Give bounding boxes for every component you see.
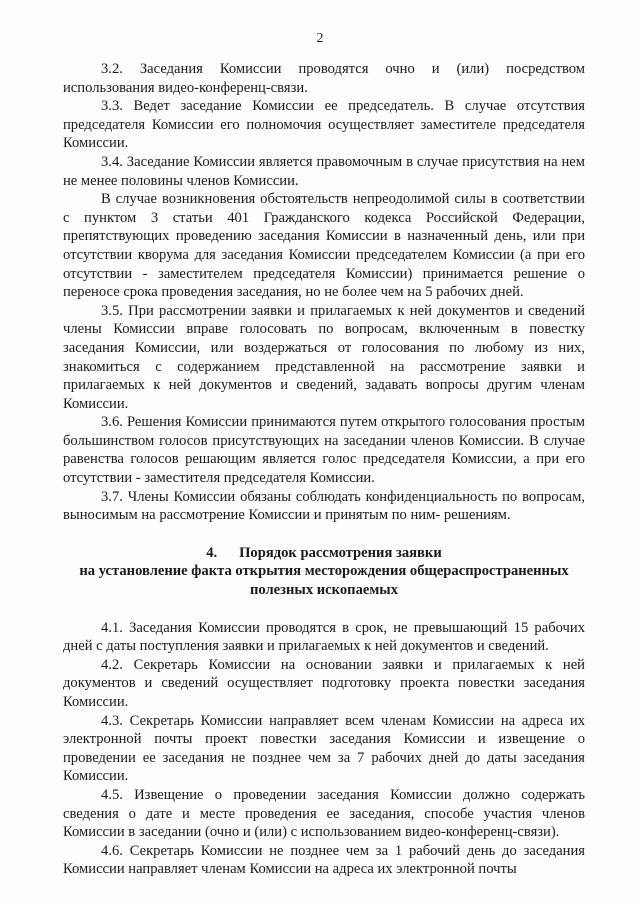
section-4-title-line-2: на установление факта открытия месторождения общераспространенных (79, 563, 569, 580)
paragraph-3-7: 3.7. Члены Комиссии обязаны соблюдать конфиденциальность по вопросам, выносимым на рассмотрение Комиссии и принятым по ним- решениям. (63, 488, 585, 524)
paragraph-4-5: 4.5. Извещение о проведении заседания Комиссии должно содержать сведения о дате и месте проведения ее заседания, способе участия членов Комиссии в заседании (очно и (или) с использованием видео-конференц-связи). (63, 786, 585, 841)
paragraph-4-6: 4.6. Секретарь Комиссии не позднее чем за 1 рабочий день до заседания Комиссии направляет членам Комиссии на адреса их электронной почты (63, 842, 585, 878)
section-spacer (63, 525, 585, 544)
section-spacer (63, 600, 585, 619)
paragraph-3-2: 3.2. Заседания Комиссии проводятся очно и (или) посредством использования видео-конференц-связи. (63, 61, 585, 96)
section-4-title-line-3: полезных ископаемых (249, 582, 398, 599)
section-4-title-line-1: 4. Порядок рассмотрения заявки (206, 544, 442, 561)
paragraph-3-3: 3.3. Ведет заседание Комиссии ее председатель. В случае отсутствия председателя Комиссии его полномочия осуществляет заместителе председателя Комиссии. (63, 98, 585, 152)
paragraph-4-2: 4.2. Секретарь Комиссии на основании заявки и прилагаемых к ней документов и сведений осуществляет подготовку проекта повестки заседания Комиссии. (63, 656, 585, 710)
paragraph-force-majeure: В случае возникновения обстоятельств непреодолимой силы в соответствии с пунктом 3 статьи 401 Гражданского кодекса Российской Федерации, препятствующих проведению заседания Комиссии в назначенный день, или при отсутствии кворума для заседания Комиссии председателем Комиссии (а при его отсутствии - заместителем председателя Комиссии) принимается решение о переносе срока проведения заседания, но не более чем на 5 рабочих дней. (63, 191, 585, 301)
paragraph-3-6: 3.6. Решения Комиссии принимаются путем открытого голосования простым большинством голосов присутствующих на заседании членов Комиссии. В случае равенства голосов решающим является голос председателя Комиссии, а при его отсутствии - заместителя председателя Комиссии. (63, 414, 585, 487)
paragraph-4-1: 4.1. Заседания Комиссии проводятся в срок, не превышающий 15 рабочих дней с даты поступления заявки и прилагаемых к ней документов и сведений. (63, 619, 585, 655)
paragraph-3-4: 3.4. Заседание Комиссии является правомочным в случае присутствия на нем не менее половины членов Комиссии. (63, 153, 585, 189)
page-number: 2 (316, 31, 324, 46)
paragraph-3-5: 3.5. При рассмотрении заявки и прилагаемых к ней документов и сведений члены Комиссии вправе голосовать по вопросам, включенным в повестку заседания Комиссии, или воздержаться от голосования по любому из них, знакомиться с содержанием представленной на рассмотрение заявки и прилагаемых к ней документов и сведений, задавать вопросы другим членам Комиссии. (63, 302, 585, 412)
document-body (63, 60, 585, 879)
paragraph-4-3: 4.3. Секретарь Комиссии направляет всем членам Комиссии на адреса их электронной почты проект повестки заседания Комиссии и извещение о проведении ее заседания не позднее чем за 7 рабочих дней до даты заседания Комиссии. (63, 712, 585, 785)
